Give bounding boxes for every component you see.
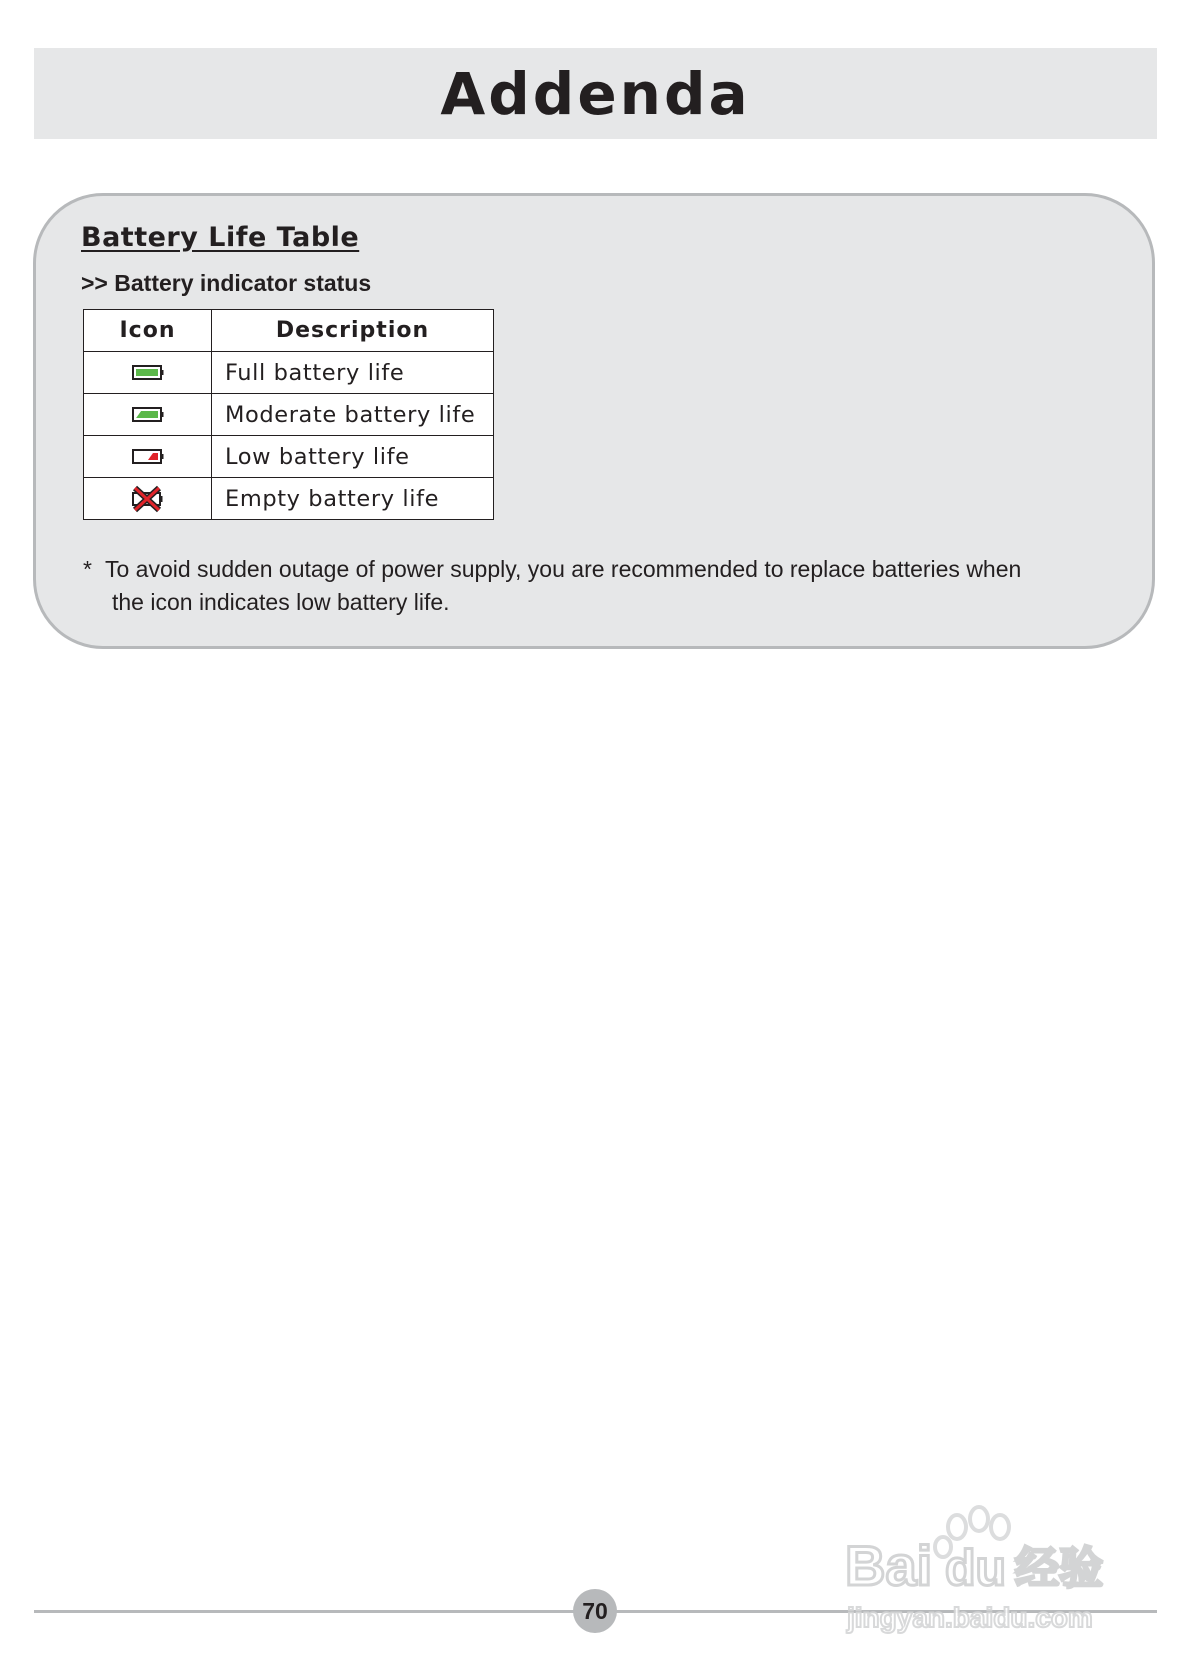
icon-cell [84, 436, 212, 478]
note-line-2: the icon indicates low battery life. [112, 589, 450, 615]
battery-full-icon [132, 364, 164, 382]
description-cell: Low battery life [212, 436, 494, 478]
description-cell: Full battery life [212, 352, 494, 394]
icon-cell [84, 478, 212, 520]
table-row [84, 436, 494, 478]
icon-cell [84, 394, 212, 436]
page-number: 70 [573, 1589, 617, 1633]
table-row [84, 352, 494, 394]
section-title: Battery Life Table [81, 222, 360, 253]
note-marker: * [83, 556, 92, 582]
description-cell: Empty battery life [212, 478, 494, 520]
battery-low-icon [132, 448, 164, 466]
header-bar [34, 48, 1157, 139]
icon-cell [84, 352, 212, 394]
description-cell: Moderate battery life [212, 394, 494, 436]
note-line-1: To avoid sudden outage of power supply, you are recommended to replace batteries when [105, 556, 1022, 582]
watermark-brand-2: du [945, 1540, 1007, 1596]
watermark-brand-cn: 经验 [1015, 1543, 1103, 1594]
baidu-watermark [845, 1505, 1125, 1645]
section-subtitle: >> Battery indicator status [81, 270, 372, 296]
battery-moderate-icon [132, 406, 164, 424]
battery-note [83, 553, 1103, 619]
battery-table [83, 309, 494, 520]
page-title: Addenda [440, 59, 751, 128]
table-row [84, 394, 494, 436]
battery-panel [33, 193, 1155, 649]
watermark-brand: Bai [845, 1534, 933, 1597]
header-description: Description [212, 310, 494, 352]
table-row [84, 478, 494, 520]
watermark-url: jingyan.baidu.com [847, 1602, 1093, 1633]
battery-empty-icon [131, 485, 165, 513]
header-icon: Icon [84, 310, 212, 352]
table-header-row [84, 310, 494, 352]
